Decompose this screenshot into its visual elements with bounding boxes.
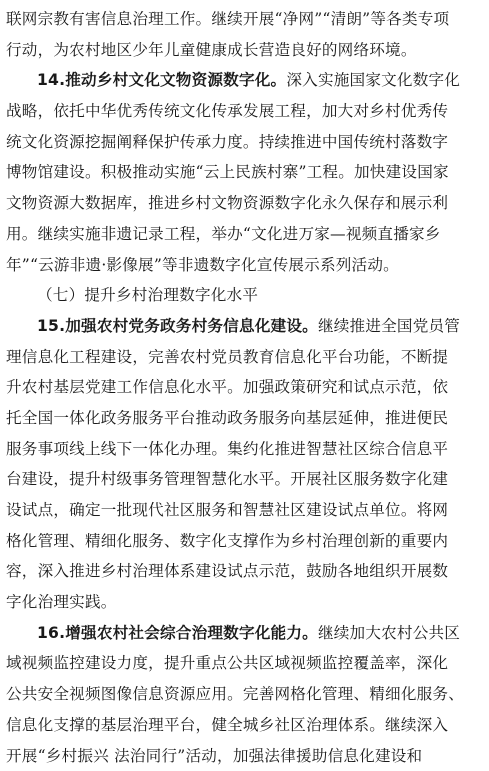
item14-line: 统文化资源挖掘阐释保护传承力度。持续推进中国传统村落数字 [6, 127, 484, 158]
document-page [6, 4, 484, 771]
item16-first-line [6, 618, 484, 649]
item16-line: 域视频监控建设力度，提升重点公共区域视频监控覆盖率，深化 [6, 648, 484, 679]
intro-line-1: 联网宗教有害信息治理工作。继续开展“净网”“清朗”等各类专项 [6, 4, 484, 35]
item15-number: 15. [37, 317, 65, 335]
item15-line: 台建设，提升村级事务管理智慧化水平。开展社区服务数字化建 [6, 464, 484, 495]
item15-line: 容，深入推进乡村治理体系建设试点示范，鼓励各地组织开展数 [6, 556, 484, 587]
intro-line-2: 行动，为农村地区少年儿童健康成长营造良好的网络环境。 [6, 35, 484, 66]
item14-first-line [6, 65, 484, 96]
item14-line: 年”“云游非遗·影像展”等非遗数字化宣传展示系列活动。 [6, 250, 484, 281]
item14-line: 博物馆建设。积极推动实施“云上民族村寨”工程。加快建设国家 [6, 157, 484, 188]
item15-line: 升农村基层党建工作信息化水平。加强政策研究和试点示范，依 [6, 372, 484, 403]
item15-line: 字化治理实践。 [6, 587, 484, 618]
item14-line: 文物资源大数据库，推进乡村文物资源数字化永久保存和展示利 [6, 188, 484, 219]
item14-number: 14. [37, 71, 65, 89]
item14-first-line-rest: 深入实施国家文化数字化 [286, 71, 460, 89]
item14-line: 用。继续实施非遗记录工程，举办“文化进万家—视频直播家乡 [6, 219, 484, 250]
item16-heading: 增强农村社会综合治理数字化能力。 [65, 624, 318, 642]
item15-first-line [6, 311, 484, 342]
item15-line: 托全国一体化政务服务平台推动政务服务向基层延伸，推进便民 [6, 403, 484, 434]
item15-line: 格化管理、精细化服务、数字化支撑作为乡村治理创新的重要内 [6, 526, 484, 557]
item16-line: 公共安全视频图像信息资源应用。完善网格化管理、精细化服务、 [6, 679, 484, 710]
item14-heading: 推动乡村文化文物资源数字化。 [65, 71, 286, 89]
section-title: （七）提升乡村治理数字化水平 [6, 280, 484, 311]
item16-line: 信息化支撑的基层治理平台，健全城乡社区治理体系。继续深入 [6, 710, 484, 741]
item14-line: 战略，依托中华优秀传统文化传承发展工程，加大对乡村优秀传 [6, 96, 484, 127]
item16-first-line-rest: 继续加大农村公共区 [318, 624, 460, 642]
item15-line: 理信息化工程建设，完善农村党员教育信息化平台功能，不断提 [6, 342, 484, 373]
item16-number: 16. [37, 624, 65, 642]
item15-line: 设试点，确定一批现代社区服务和智慧社区建设试点单位。将网 [6, 495, 484, 526]
item15-first-line-rest: 继续推进全国党员管 [318, 317, 460, 335]
item16-line: 开展“乡村振兴 法治同行”活动，加强法律援助信息化建设和 [6, 741, 484, 771]
item15-heading: 加强农村党务政务村务信息化建设。 [65, 317, 318, 335]
item15-line: 服务事项线上线下一体化办理。集约化推进智慧社区综合信息平 [6, 434, 484, 465]
